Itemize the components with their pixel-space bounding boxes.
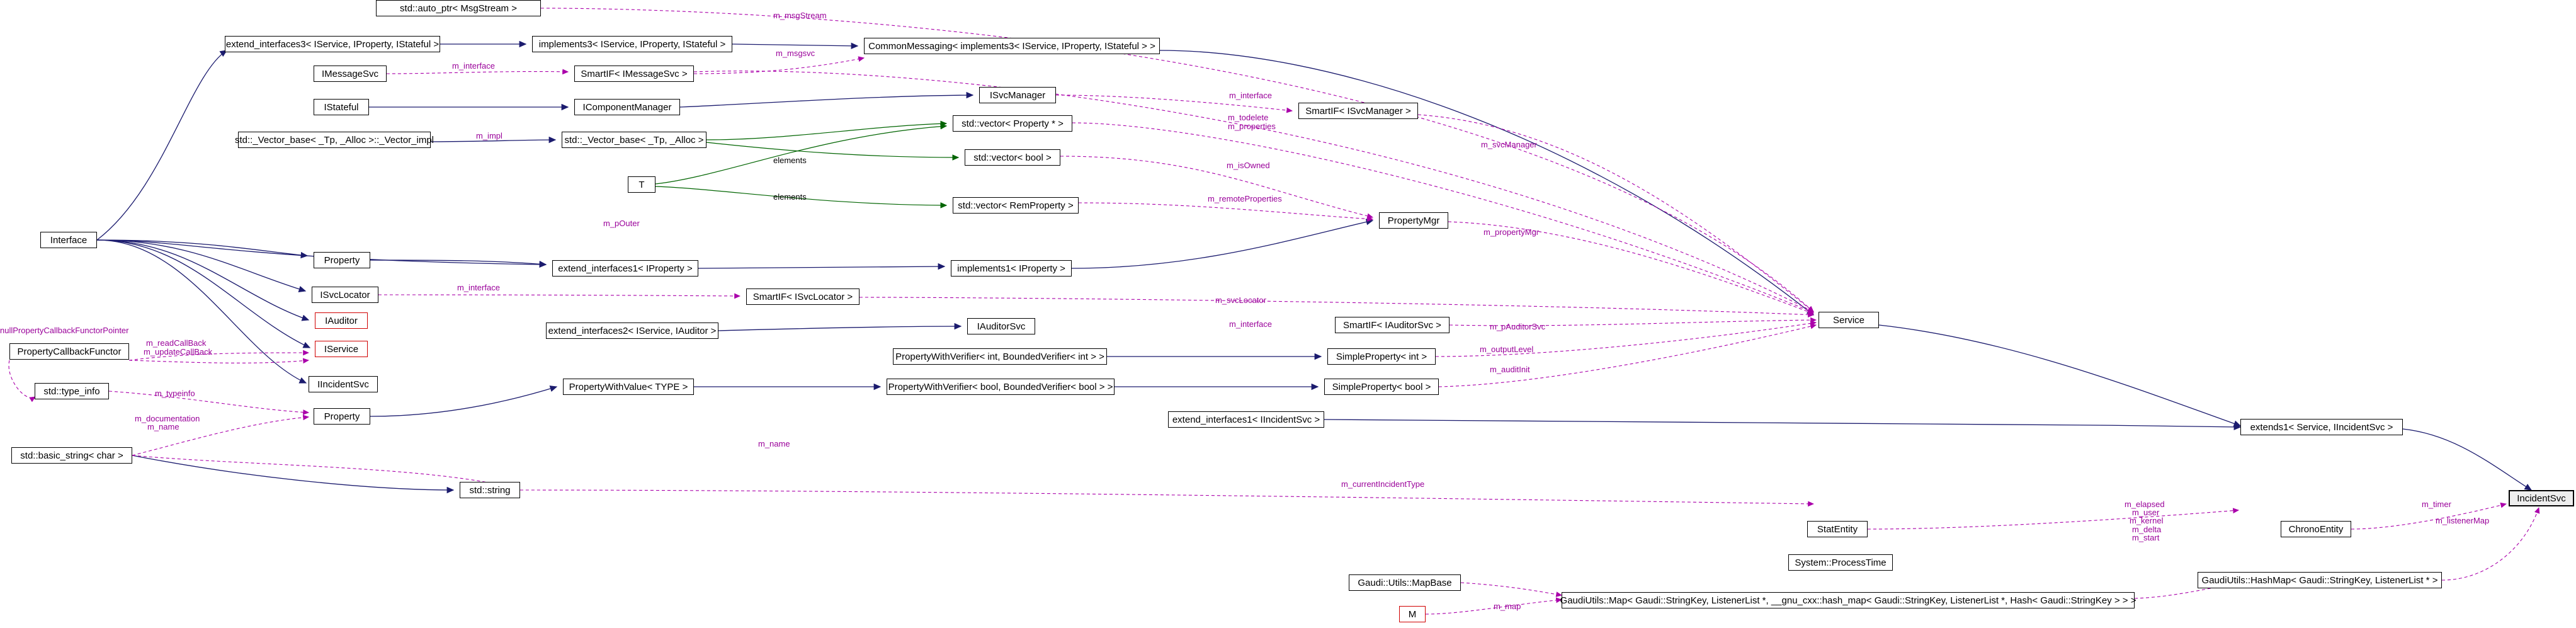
edge-label-m-readcallback: m_readCallBack (146, 338, 207, 348)
node-gaudiutils-map[interactable]: GaudiUtils::Map< Gaudi::StringKey, ListenerList *, __gnu_cxx::hash_map< Gaudi::StringKey, ListenerList *, Hash< Gaudi::StringKey > > > (1562, 592, 2135, 608)
node-extend-interfaces1-iproperty[interactable]: extend_interfaces1< IProperty > (552, 260, 698, 277)
node-extend-interfaces2-iauditor[interactable]: extend_interfaces2< IService, IAuditor > (546, 323, 718, 339)
node-extend-interfaces1-iincidentsvc[interactable]: extend_interfaces1< IIncidentSvc > (1168, 411, 1324, 428)
node-propertycallbackfunctor[interactable]: PropertyCallbackFunctor (9, 343, 129, 360)
node-icomponentmanager[interactable]: IComponentManager (574, 99, 680, 115)
node-imessagesvc[interactable]: IMessageSvc (314, 66, 387, 82)
node-vector-bool[interactable]: std::vector< bool > (965, 149, 1060, 166)
edge-label-m-todelete: m_todelete (1228, 113, 1269, 122)
edge-label-m-kernel: m_kernel (2130, 516, 2164, 525)
edge-label-m-user: m_user (2132, 508, 2160, 517)
node-service[interactable]: Service (1819, 312, 1879, 328)
node-vector-property-ptr[interactable]: std::vector< Property * > (953, 115, 1072, 132)
edge-label-m-name-prop: m_name (147, 422, 179, 431)
edge-label-m-pouter: m_pOuter (603, 219, 640, 228)
edge-label-m-pauditorsvc: m_pAuditorSvc (1490, 322, 1546, 331)
node-vector-base-impl[interactable]: std::_Vector_base< _Tp, _Alloc >::_Vector_impl (238, 132, 431, 148)
node-extends1-service-iincidentsvc[interactable]: extends1< Service, IIncidentSvc > (2240, 419, 2403, 435)
node-isvcmanager[interactable]: ISvcManager (979, 87, 1056, 103)
node-simpleproperty-int[interactable]: SimpleProperty< int > (1327, 348, 1436, 365)
node-chronoentity[interactable]: ChronoEntity (2281, 521, 2351, 537)
edge-label-m-documentation: m_documentation (135, 414, 200, 423)
edge-label-m-remoteproperties: m_remoteProperties (1208, 194, 1282, 203)
edge-label-m-updatecallback: m_updateCallBack (144, 347, 213, 357)
edge-label-m-svcmanager: m_svcManager (1481, 140, 1537, 149)
edge-label-m-map: m_map (1494, 602, 1521, 611)
edge-label-m-typeinfo: m_typeinfo (155, 389, 195, 398)
edge-label-m-isowned: m_isOwned (1227, 161, 1270, 170)
node-isvclocator[interactable]: ISvcLocator (312, 287, 378, 303)
node-interface[interactable]: Interface (40, 232, 97, 248)
edge-label-m-properties: m_properties (1228, 122, 1276, 131)
node-smartif-isvcmanager[interactable]: SmartIF< ISvcManager > (1298, 103, 1418, 119)
edge-label-m-svclocator: m_svcLocator (1215, 295, 1266, 305)
edge-label-m-interface-svcmgr: m_interface (1229, 91, 1272, 100)
node-smartif-iauditorsvc[interactable]: SmartIF< IAuditorSvc > (1335, 317, 1450, 333)
edge-label-m-interface-svcloc: m_interface (457, 283, 500, 292)
edge-label-m-start: m_start (2132, 533, 2160, 542)
node-vector-base[interactable]: std::_Vector_base< _Tp, _Alloc > (562, 132, 706, 148)
edge-label-m-interface-msg: m_interface (452, 61, 495, 71)
node-property-top[interactable]: Property (314, 252, 370, 268)
edge-label-m-delta: m_delta (2132, 525, 2162, 534)
edge-label-m-timer: m_timer (2422, 500, 2451, 509)
edge-label-m-name-svc: m_name (758, 439, 790, 448)
edge-label-m-interface-auditor: m_interface (1229, 319, 1272, 329)
node-simpleproperty-bool[interactable]: SimpleProperty< bool > (1324, 379, 1439, 395)
node-propertywithverifier-int[interactable]: PropertyWithVerifier< int, BoundedVerifier< int > > (893, 348, 1107, 365)
node-iauditor[interactable]: IAuditor (315, 312, 368, 329)
node-gaudi-utils-mapbase[interactable]: Gaudi::Utils::MapBase (1349, 574, 1461, 591)
node-commonmessaging[interactable]: CommonMessaging< implements3< IService, IProperty, IStateful > > (864, 38, 1160, 54)
node-std-auto-ptr-msgstream[interactable]: std::auto_ptr< MsgStream > (376, 0, 541, 16)
node-istateful[interactable]: IStateful (314, 99, 369, 115)
edge-label-m-auditinit: m_auditInit (1490, 365, 1530, 374)
node-extend-interfaces3[interactable]: extend_interfaces3< IService, IProperty, IStateful > (225, 36, 440, 52)
node-std-type-info[interactable]: std::type_info (35, 383, 109, 399)
edge-label-m-msgstream: m_msgStream (773, 11, 827, 20)
node-template-m[interactable]: M (1399, 606, 1426, 622)
node-std-string[interactable]: std::string (460, 482, 520, 498)
node-iauditorsvc[interactable]: IAuditorSvc (967, 318, 1035, 334)
node-statentity[interactable]: StatEntity (1807, 521, 1868, 537)
edge-label-m-propertymgr: m_propertyMgr (1484, 227, 1540, 237)
node-smartif-imessagesvc[interactable]: SmartIF< IMessageSvc > (574, 66, 694, 82)
edge-label-m-msgsvc: m_msgsvc (776, 49, 815, 58)
node-std-basic-string[interactable]: std::basic_string< char > (11, 447, 132, 464)
node-template-t[interactable]: T (628, 176, 655, 193)
node-property-bottom[interactable]: Property (314, 408, 370, 425)
node-propertywithvalue[interactable]: PropertyWithValue< TYPE > (563, 379, 694, 395)
node-iservice[interactable]: IService (315, 341, 368, 357)
edge-label-m-impl: m_impl (476, 131, 502, 140)
edge-label-nullpropertycallbackfunctorpointer: nullPropertyCallbackFunctorPointer (0, 326, 129, 335)
edge-label-m-listenermap: m_listenerMap (2436, 516, 2490, 525)
node-implements1-iproperty[interactable]: implements1< IProperty > (951, 260, 1072, 277)
edge-label-m-elapsed: m_elapsed (2125, 500, 2165, 509)
edge-label-m-outputlevel: m_outputLevel (1480, 345, 1534, 354)
edge-label-m-currentincidenttype: m_currentIncidentType (1341, 479, 1425, 489)
node-implements3[interactable]: implements3< IService, IProperty, IStateful > (532, 36, 732, 52)
node-gaudiutils-hashmap[interactable]: GaudiUtils::HashMap< Gaudi::StringKey, ListenerList * > (2198, 572, 2442, 588)
node-propertymgr[interactable]: PropertyMgr (1379, 212, 1448, 229)
node-incidentsvc[interactable]: IncidentSvc (2509, 490, 2574, 506)
node-smartif-isvclocator[interactable]: SmartIF< ISvcLocator > (746, 288, 860, 305)
node-vector-remproperty[interactable]: std::vector< RemProperty > (953, 197, 1079, 214)
node-system-processtime[interactable]: System::ProcessTime (1788, 554, 1893, 571)
edge-label-elements-2: elements (773, 192, 807, 202)
edge-label-elements-1: elements (773, 156, 807, 165)
node-iincidentsvc[interactable]: IIncidentSvc (309, 376, 378, 392)
node-propertywithverifier-bool[interactable]: PropertyWithVerifier< bool, BoundedVerifier< bool > > (887, 379, 1115, 395)
